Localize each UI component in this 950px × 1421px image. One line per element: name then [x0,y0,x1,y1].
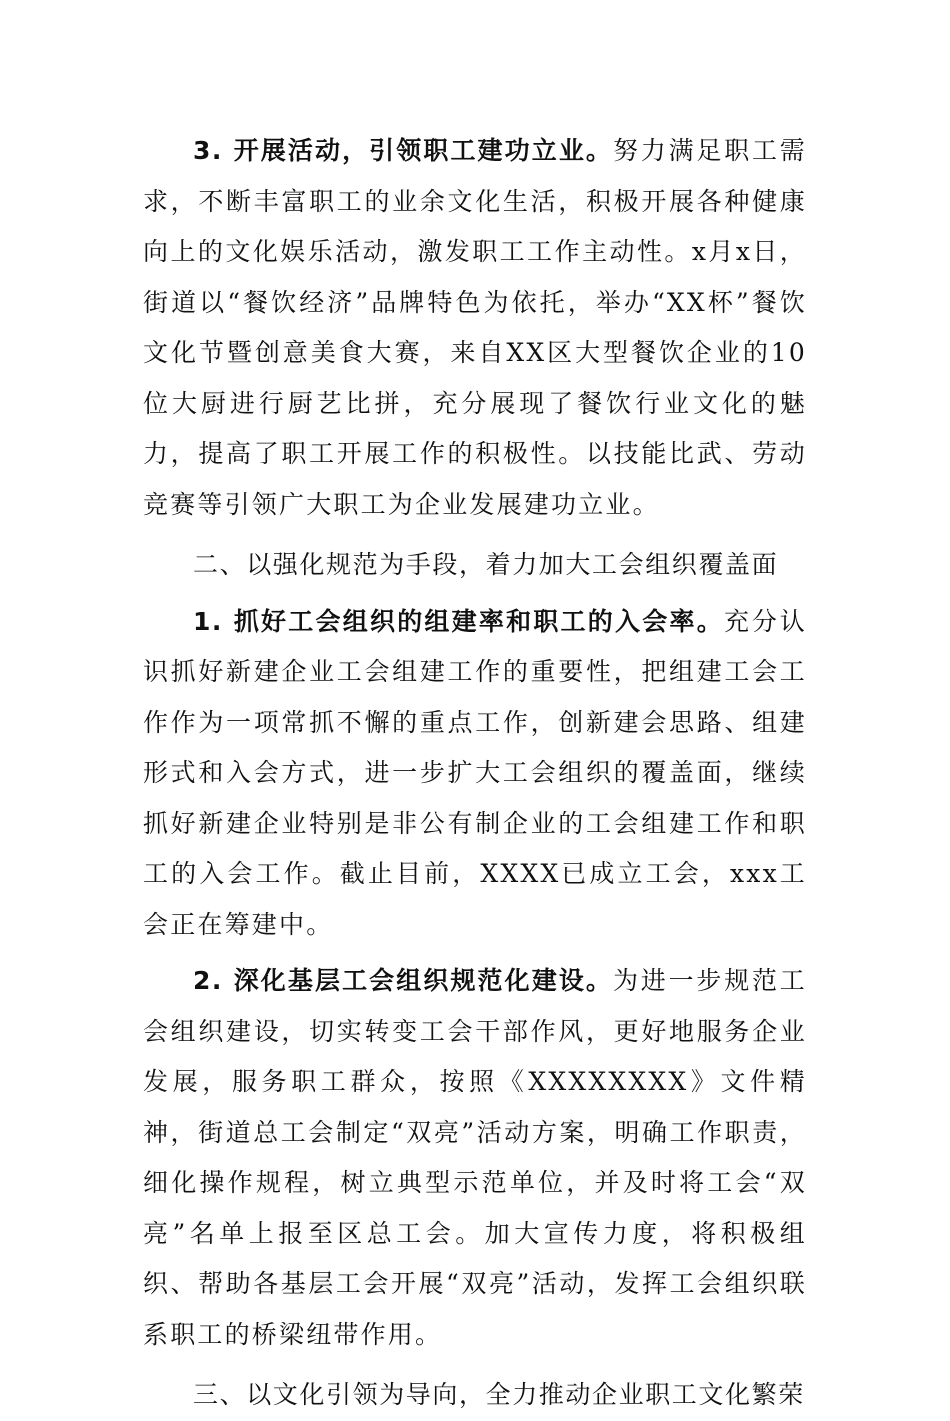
section-heading-2: 二、以强化规范为手段，着力加大工会组织覆盖面 [193,550,779,579]
document-body [143,126,807,1421]
paragraph-lead: 1. 抓好工会组织的组建率和职工的入会率。 [193,606,724,636]
section-heading-3: 三、以文化引领为导向，全力推动企业职工文化繁荣 [193,1380,805,1409]
paragraph-activities [143,126,807,530]
paragraph-text: 努力满足职工需求，不断丰富职工的业余文化生活，积极开展各种健康向上的文化娱乐活动，激发职工工作主动性。x月x日，街道以“餐饮经济”品牌特色为依托，举办“XX杯”餐饮文化节暨创意美食大赛，来自XX区大型餐饮企业的10位大厨进行厨艺比拼，充分展现了餐饮行业文化的魅力，提高了职工开展工作的积极性。以技能比武、劳动竞赛等引领广大职工为企业发展建功立业。 [143,136,807,519]
paragraph-union-coverage [143,597,807,951]
paragraph-text: 为进一步规范工会组织建设，切实转变工会干部作风，更好地服务企业发展，服务职工群众，按照《XXXXXXXX》文件精神，街道总工会制定“双亮”活动方案，明确工作职责，细化操作规程，树立典型示范单位，并及时将工会“双亮”名单上报至区总工会。加大宣传力度，将积极组织、帮助各基层工会开展“双亮”活动，发挥工会组织联系职工的桥梁纽带作用。 [143,966,807,1349]
paragraph-lead: 2. 深化基层工会组织规范化建设。 [193,966,614,995]
paragraph-standardization [143,956,807,1360]
paragraph-text: 充分认识抓好新建企业工会组建工作的重要性，把组建工会工作作为一项常抓不懈的重点工作，创新建会思路、组建形式和入会方式，进一步扩大工会组织的覆盖面，继续抓好新建企业特别是非公有制企业的工会组建工作和职工的入会工作。截止目前，XXXX已成立工会，xxx工会正在筹建中。 [143,606,807,939]
paragraph-lead: 3. 开展活动，引领职工建功立业。 [193,136,614,165]
